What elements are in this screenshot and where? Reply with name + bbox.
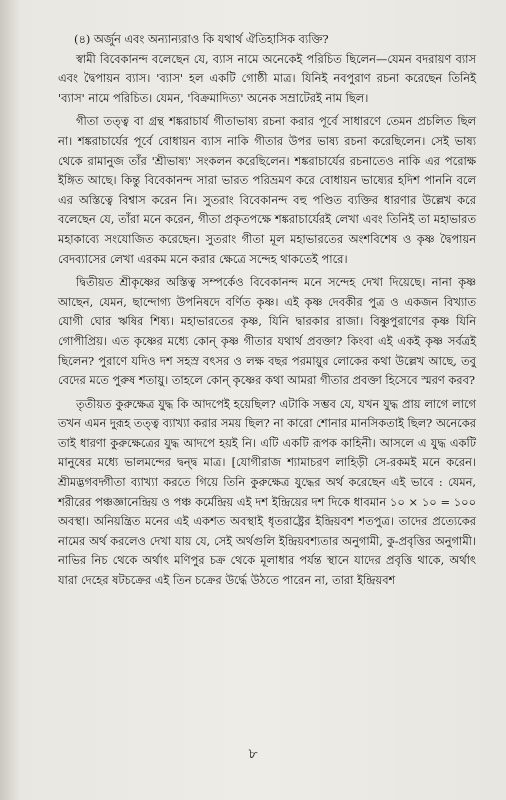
page-body — [58, 30, 476, 591]
paragraph-1: স্বামী বিবেকানন্দ বলেছেন যে, ব্যাস নামে অনেকেই পরিচিত ছিলেন—যেমন বদরায়ণ ব্যাস এবং দ্বৈপায়ন ব্যাস। 'ব্যাস' হল একটি গোষ্ঠী মাত্র। যিনিই নবপুরাণ রচনা করেছেন তিনিই 'ব্যাস' নামে পরিচিত। যেমন, 'বিক্রমাদিত্য' অনেক সম্রাটেরই নাম ছিল। — [58, 51, 476, 105]
paragraph-2: গীতা তত্ত্ব বা গ্রন্থ শঙ্করাচার্য গীতাভাষ্য রচনা করার পূর্বে সাধারণে তেমন প্রচলিত ছিল না। শঙ্করাচার্যের পূর্বে বোধায়ন ব্যাস নাকি গীতার উপর ভাষ্য রচনা করেছিলেন। সেই ভাষ্য থেকে রামানুজ তাঁর 'শ্রীভাষ্য' সংকলন করেছিলেন। শঙ্করাচার্যের রচনাতেও নাকি এর পরোক্ষ ইঙ্গিত আছে। কিন্তু বিবেকানন্দ সারা ভারত পরিভ্রমণ করে বোধায়ন ভাষ্যের হদিশ পাননি বলে এর অস্তিত্বে বিশ্বাস করেন নি। সুতরাং বিবেকানন্দ বহু পণ্ডিত ব্যক্তির ধারণার উল্লেখ করে বলেছেন যে, তাঁরা মনে করেন, গীতা প্রকৃতপক্ষে শঙ্করাচার্যেরই লেখা এবং তিনিই তা মহাভারত মহাকাব্যে সংযোজিত করেছেন। সুতরাং গীতা মূল মহাভারতের অংশবিশেষ ও কৃষ্ণ দ্বৈপায়ন বেদব্যাসের লেখা এরকম মনে করার ক্ষেত্রে সন্দেহ থাকতেই পারে। — [58, 114, 476, 266]
paragraph-3: দ্বিতীয়ত শ্রীকৃষ্ণের অস্তিত্ব সম্পর্কেও বিবেকানন্দ মনে সন্দেহ দেখা দিয়েছে। নানা কৃষ্ণ আছেন, যেমন, ছান্দোগ্য উপনিষদে বর্ণিত কৃষ্ণ। এই কৃষ্ণ দেবকীর পুত্র ও একজন বিখ্যাত যোগী ঘোর ঋষির শিষ্য। মহাভারতের কৃষ্ণ, যিনি দ্বারকার রাজা। বিষ্ণুপুরাণের কৃষ্ণ যিনি গোপীপ্রিয়। এত কৃষ্ণের মধ্যে কোন্ কৃষ্ণ গীতার যথার্থ প্রবক্তা? কিংবা এই একই কৃষ্ণ সর্বত্রই ছিলেন? পুরাণে যদিও দশ সহস্র বৎসর ও লক্ষ বছর পরমায়ুর লোকের কথা উল্লেখ আছে, তবু বেদের মতে পুরুষ শতায়ু। তাহলে কোন্ কৃষ্ণের কথা আমরা গীতার প্রবক্তা হিসেবে স্মরণ করব? — [58, 275, 476, 388]
paragraph-4: তৃতীয়ত কুরুক্ষেত্র যুদ্ধ কি আদপেই হয়েছিল? এটাকি সম্ভব যে, যখন যুদ্ধ প্রায় লাগে লাগে তখন এমন দুরূহ তত্ত্ব ব্যাখ্যা করার সময় ছিল? না কারো শোনার মানসিকতাই ছিল? অনেকের তাই ধারণা কুরুক্ষেত্রের যুদ্ধ আদপে হয়ই নি। এটি একটি রূপক কাহিনী। আসলে এ যুদ্ধ একটি মানুষের মধ্যে ভালমন্দের দ্বন্দ্ব মাত্র। [যোগীরাজ শ্যামাচরণ লাহিড়ী সে-রকমই মনে করেন। শ্রীমদ্ভগবদ্গীতা ব্যাখ্যা করতে গিয়ে তিনি কুরুক্ষেত্র যুদ্ধের অর্থ করেছেন এই ভাবে : যেমন, শরীরের পঞ্চজ্ঞানেন্দ্রিয় ও পঞ্চ কর্মেন্দ্রিয় এই দশ ইন্দ্রিয়ের দশ দিকে ধাবমান ১০ × ১০ = ১০০ অবস্থা। অনিয়ন্ত্রিত মনের এই একশত অবস্থাই ধৃতরাষ্ট্রের ইন্দ্রিয়বশ শতপুত্র। তাদের প্রত্যেকের নামের অর্থ করলেও দেখা যায় যে, সেই অর্থগুলি ইন্দ্রিয়বশ্যতার অনুগামী, কু-প্রবৃত্তির অনুগামী। নাভির নিচ থেকে অর্থাৎ মণিপুর চক্র থেকে মূলাধার পর্যন্ত স্থানে যাদের প্রবৃত্তি থাকে, অর্থাৎ যারা দেহের ষটচক্রের এই তিন চক্রের উর্দ্ধে উঠতে পারেন না, তারা ইন্দ্রিয়বশ — [58, 396, 476, 588]
question-heading: (৪) অর্জুন এবং অন্যান্যরাও কি যথার্থ ঐতিহাসিক ব্যক্তি? — [74, 32, 329, 46]
page-number: ৮ — [248, 746, 258, 762]
